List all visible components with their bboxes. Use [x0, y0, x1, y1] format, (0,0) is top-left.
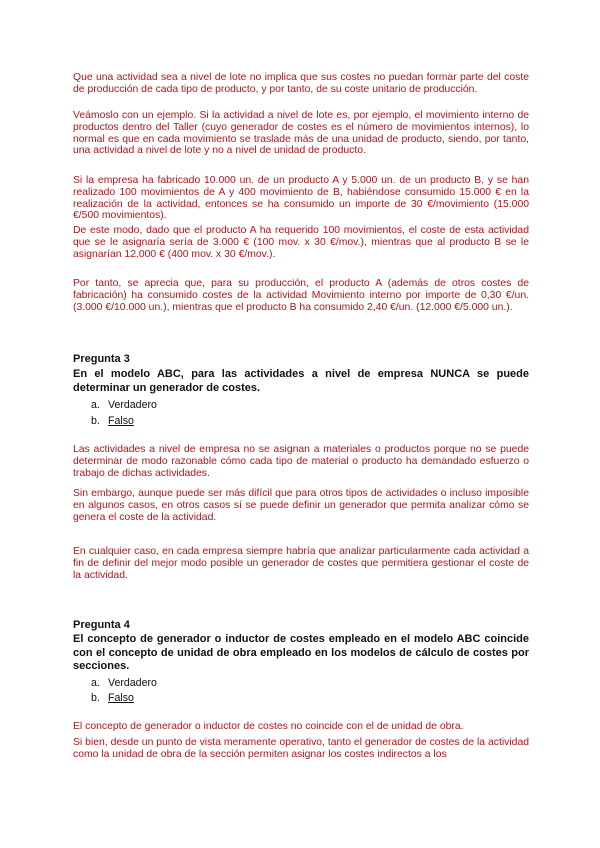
intro-paragraph-4: De este modo, dado que el producto A ha requerido 100 movimientos, el coste de esta actividad que se le asignaría sería de 3.000 € (100 mov. x 30 €/mov.), mientras que al producto B se le asignarían 12.000 € (400 mov. x 30 €/mov.). [73, 225, 529, 260]
intro-paragraph-1: Que una actividad sea a nivel de lote no implica que sus costes no puedan formar parte del coste de producción de cada tipo de producto, y por tanto, de su coste unitario de producción. [73, 72, 529, 95]
option-text: Verdadero [108, 399, 157, 411]
question-3-title: Pregunta 3 [73, 353, 130, 365]
question-3-explanation-1: Las actividades a nivel de empresa no se asignan a materiales o productos porque no se puede determinar de modo razonable cómo cada tipo de material o producto ha demandado esfuerzo o trabajo de dichas actividades. [73, 444, 529, 479]
question-4-option-a [91, 677, 157, 690]
question-4-explanation-2: Si bien, desde un punto de vista meramente operativo, tanto el generador de costes de la actividad como la unidad de obra de la sección permiten asignar los costes indirectos a los [73, 737, 529, 760]
question-4-option-b [91, 692, 134, 705]
option-text-correct: Falso [108, 415, 134, 427]
option-text-correct: Falso [108, 692, 134, 704]
intro-paragraph-2: Veámoslo con un ejemplo. Si la actividad a nivel de lote es, por ejemplo, el movimiento interno de productos dentro del Taller (cuyo generador de costes es el número de movimientos internos), lo normal es que en cada movimiento se traslade más de una unidad de producto, siendo, por tanto, una actividad a nivel de lote y no a nivel de unidad de producto. [73, 110, 529, 157]
intro-paragraph-5: Por tanto, se aprecia que, para su producción, el producto A (además de otros costes de fabricación) ha consumido costes de la actividad Movimiento interno por importe de 0,30 €/un. (3.000 €/10.000 un.), mientras que el producto B ha consumido 2,40 €/un. (12.000 €/5.000 un.). [73, 278, 529, 313]
question-4-title: Pregunta 4 [73, 619, 130, 631]
question-3-explanation-2: Sin embargo, aunque puede ser más difícil que para otros tipos de actividades o incluso imposible en algunos casos, en otros casos sí se puede definir un generador que permita analizar cómo se genera el coste de la actividad. [73, 488, 529, 523]
question-3-statement: En el modelo ABC, para las actividades a nivel de empresa NUNCA se puede determinar un generador de costes. [73, 368, 529, 394]
option-letter: a. [91, 677, 100, 689]
option-text: Verdadero [108, 677, 157, 689]
option-letter: a. [91, 399, 100, 411]
option-letter: b. [91, 692, 100, 704]
intro-paragraph-3: Si la empresa ha fabricado 10.000 un. de un producto A y 5.000 un. de un producto B, y se han realizado 100 movimientos de A y 400 movimiento de B, habiéndose consumido 15.000 € en la realización de la actividad, entonces se ha consumido un importe de 30 €/movimiento (15.000 €/500 movimientos). [73, 175, 529, 222]
question-4-statement: El concepto de generador o inductor de costes empleado en el modelo ABC coincide con el concepto de unidad de obra empleado en los modelos de cálculo de costes por secciones. [73, 633, 529, 673]
question-3-option-b [91, 415, 134, 428]
question-3-explanation-3: En cualquier caso, en cada empresa siempre habría que analizar particularmente cada actividad a fin de definir del mejor modo posible un generador de costes que permitiera gestionar el coste de la actividad. [73, 546, 529, 581]
question-3-option-a [91, 399, 157, 412]
option-letter: b. [91, 415, 100, 427]
question-4-explanation-1: El concepto de generador o inductor de costes no coincide con el de unidad de obra. [73, 721, 464, 732]
